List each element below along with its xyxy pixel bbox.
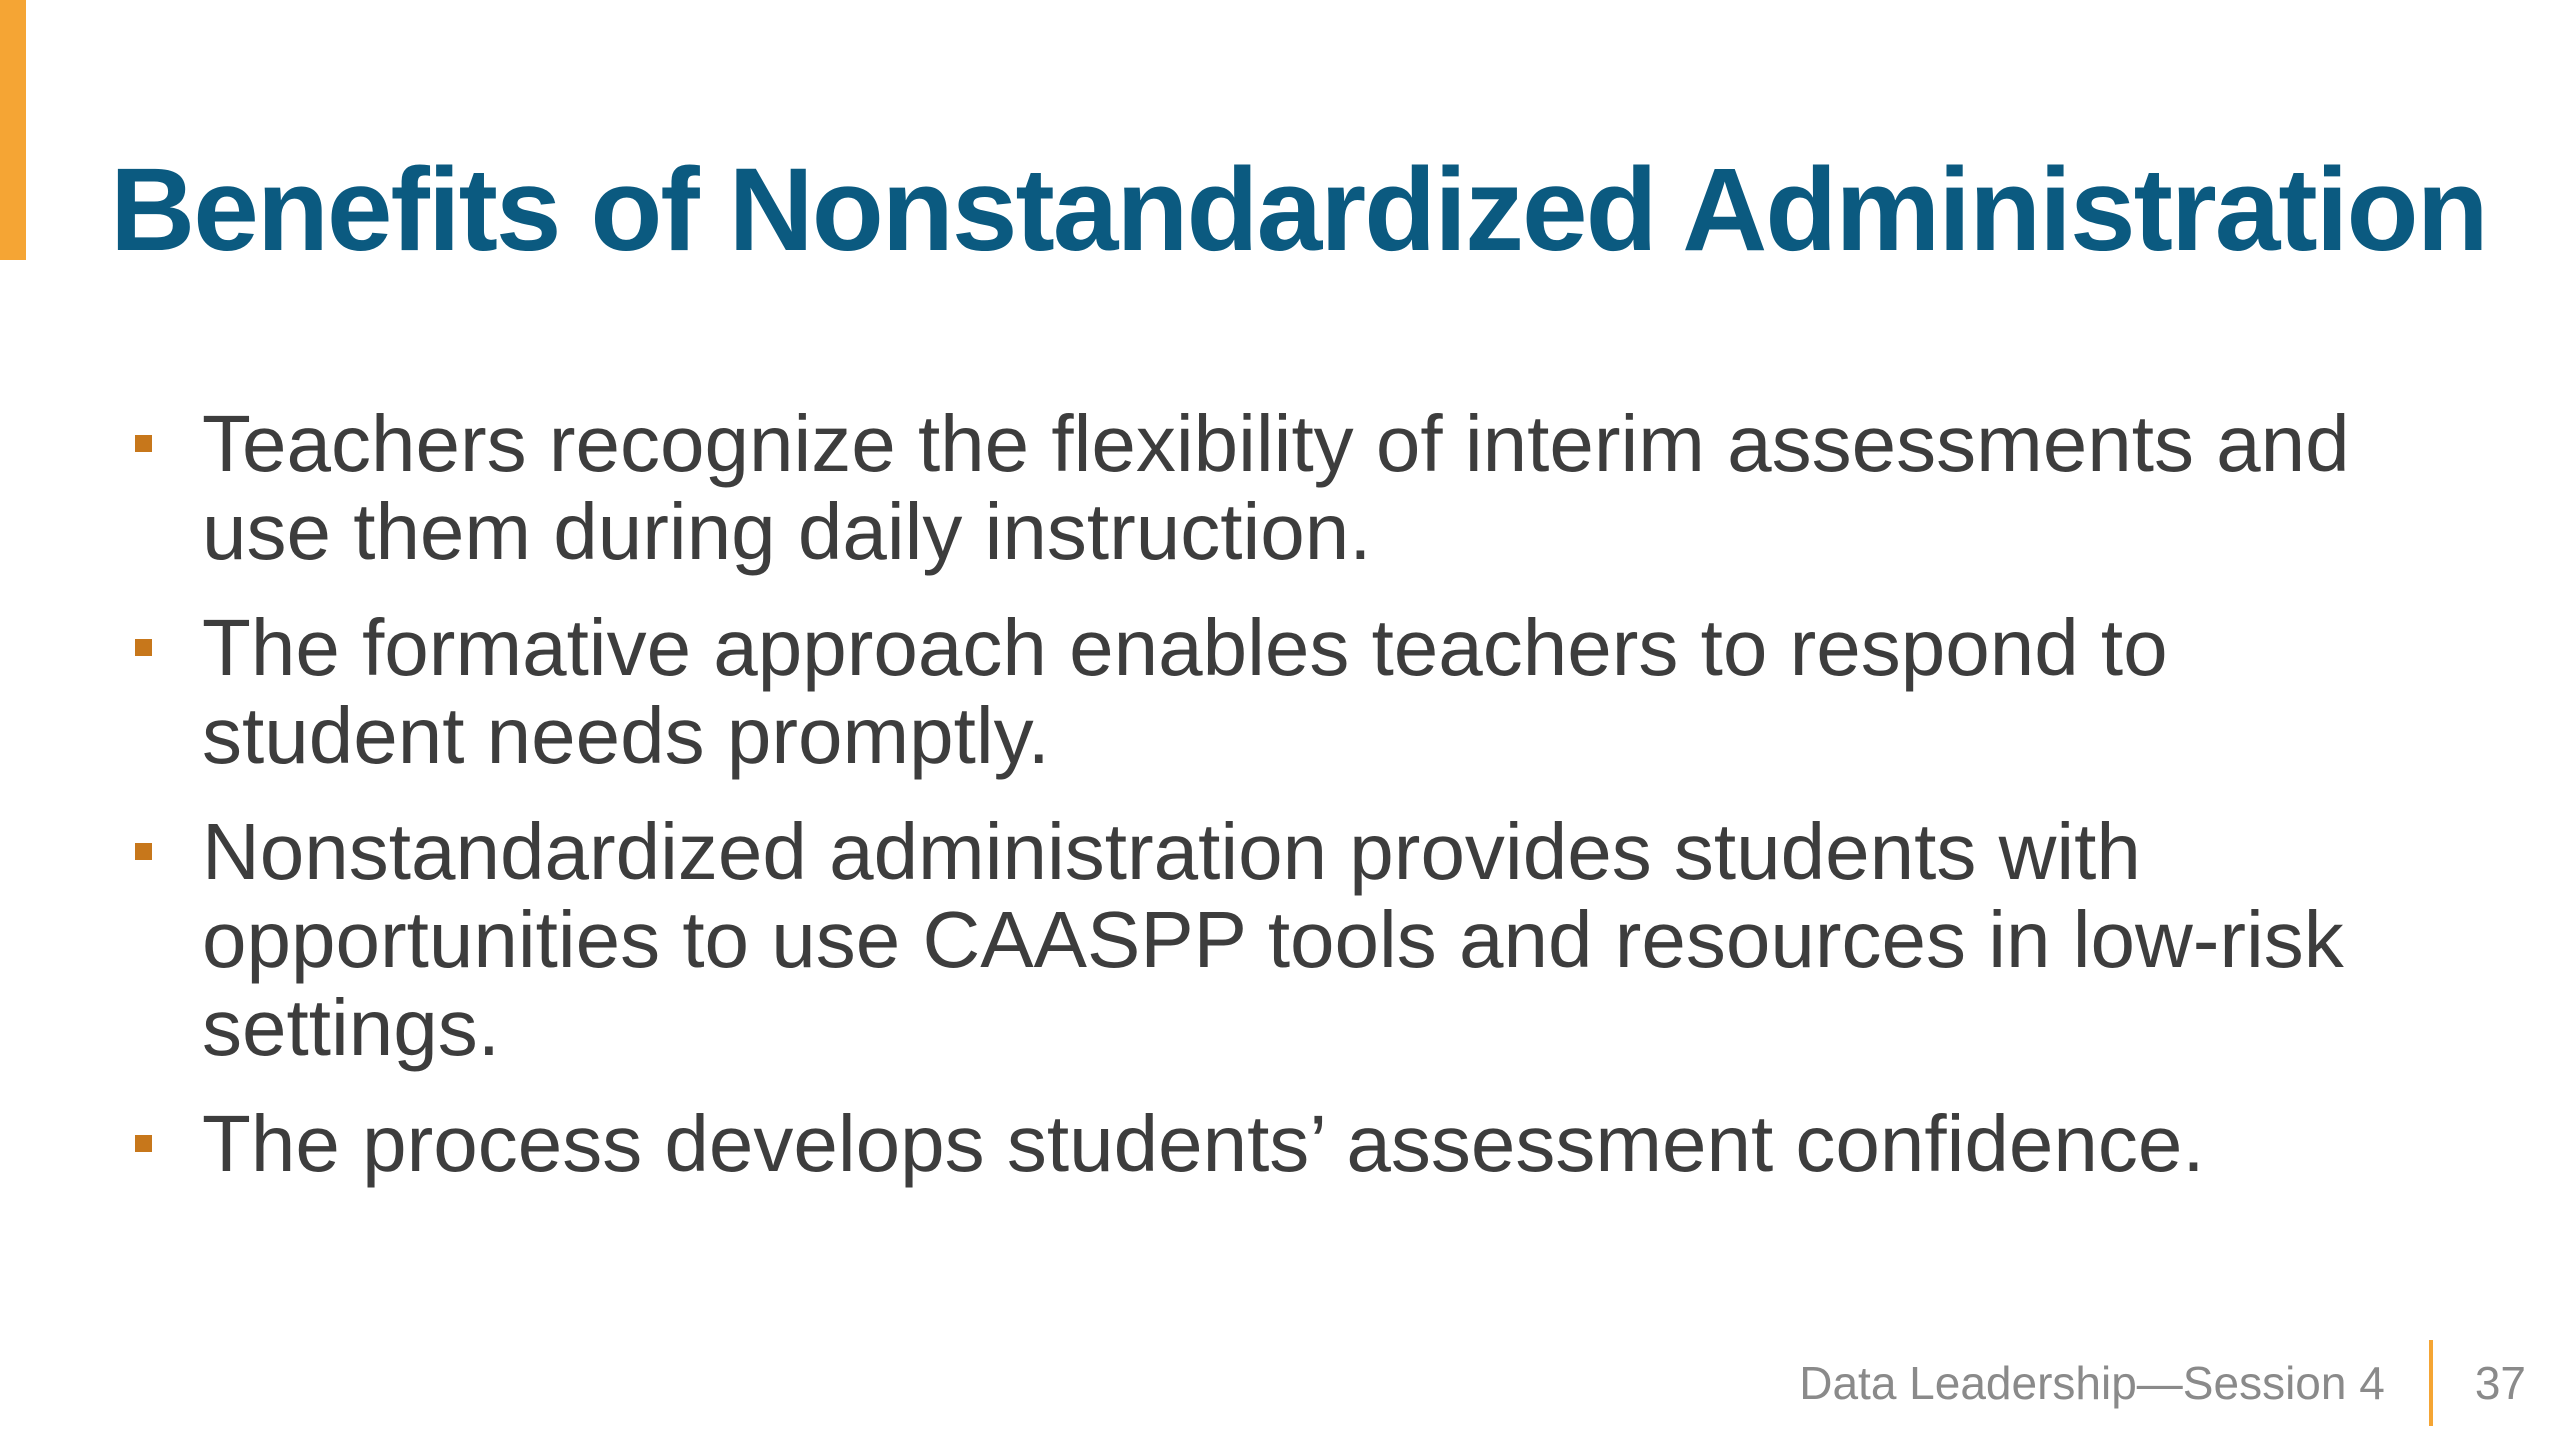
bullet-text: The formative approach enables teachers to respond to student needs promptly. bbox=[202, 603, 2168, 780]
bullet-text: Nonstandardized administration provides students with opportunities to use CAASPP tools and resources in low-risk settings. bbox=[202, 807, 2344, 1072]
bullet-list bbox=[130, 400, 2430, 1216]
square-bullet-icon bbox=[135, 843, 152, 860]
square-bullet-icon bbox=[135, 435, 152, 452]
bullet-text: The process develops students’ assessment confidence. bbox=[202, 1099, 2205, 1188]
bullet-item bbox=[130, 808, 2430, 1072]
slide-title: Benefits of Nonstandardized Administration bbox=[110, 144, 2487, 276]
square-bullet-icon bbox=[135, 1135, 152, 1152]
footer-text: Data Leadership—Session 4 bbox=[1799, 1357, 2385, 1409]
bullet-item bbox=[130, 400, 2430, 576]
bullet-text: Teachers recognize the flexibility of interim assessments and use them during daily instruction. bbox=[202, 399, 2350, 576]
accent-bar bbox=[0, 0, 26, 260]
bullet-item bbox=[130, 604, 2430, 780]
page-number: 37 bbox=[2474, 1357, 2526, 1409]
footer-divider bbox=[2429, 1340, 2433, 1426]
bullet-item bbox=[130, 1100, 2430, 1188]
square-bullet-icon bbox=[135, 639, 152, 656]
slide-footer bbox=[1799, 1338, 2526, 1428]
